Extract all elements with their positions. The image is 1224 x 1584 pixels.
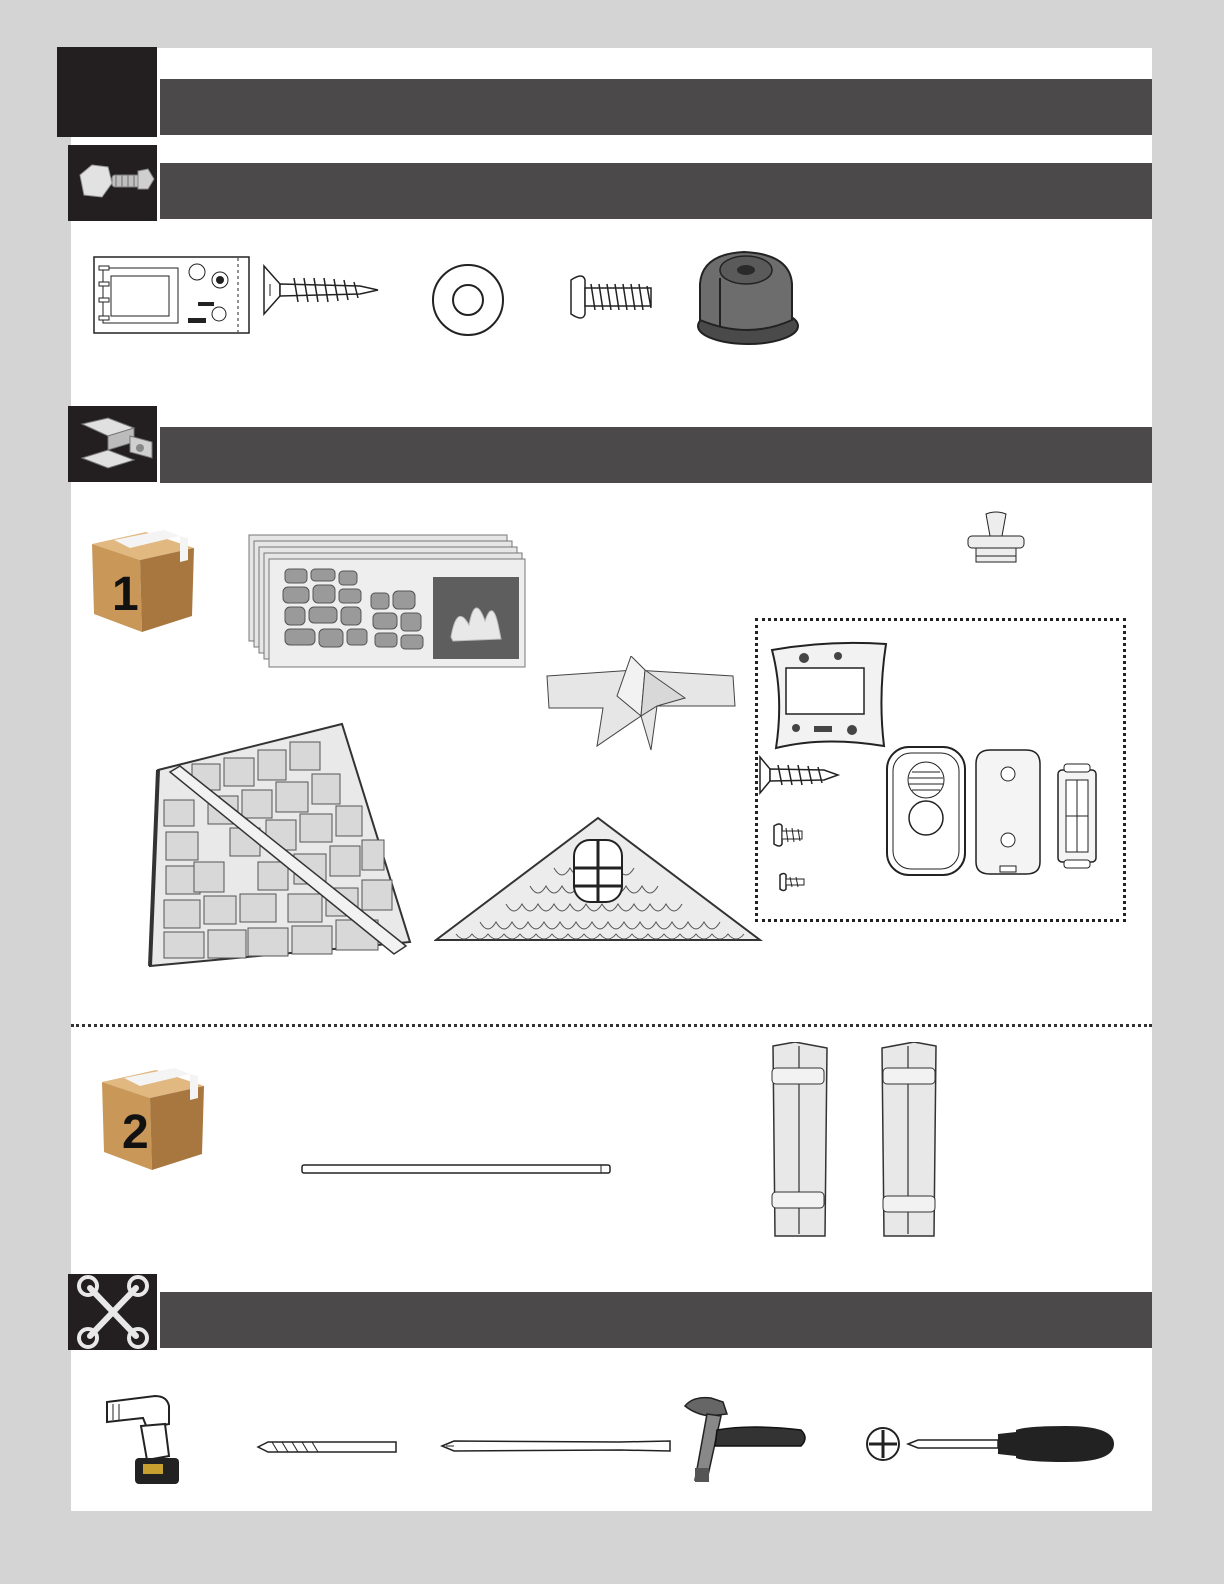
washer-part	[430, 262, 506, 338]
carton-box-1-icon	[84, 524, 200, 636]
hardware-header-bar	[160, 163, 1152, 219]
page-number-block	[57, 47, 157, 137]
sticker-sheets-part	[247, 533, 529, 673]
carton-box-2-icon	[94, 1062, 210, 1174]
box-separator	[71, 1024, 1152, 1027]
parts-header-bar	[160, 427, 1152, 483]
shutter-left-part	[771, 1042, 829, 1238]
flat-head-wood-screw-part	[262, 262, 382, 322]
parts-section-icon-box	[68, 406, 157, 482]
bracket-icon	[68, 406, 157, 482]
screwdriver-bit-icon	[440, 1438, 672, 1454]
tools-section-icon-box	[68, 1274, 157, 1350]
box-2-label: 2	[122, 1106, 149, 1159]
phillips-screwdriver-icon	[866, 1424, 1116, 1464]
cordless-drill-icon	[103, 1394, 187, 1488]
hammer-icon	[681, 1394, 811, 1486]
hardware-section-icon-box	[68, 145, 157, 221]
hardware-card-part	[93, 256, 253, 336]
doorbell-back-plate-part	[970, 748, 1046, 878]
clip-part	[962, 510, 1032, 570]
kit-short-screw-part	[772, 822, 808, 848]
pan-head-screw-part	[569, 272, 661, 322]
box-1-label: 1	[112, 568, 139, 621]
drill-bit-icon	[256, 1440, 400, 1454]
step-header-bar	[160, 79, 1152, 135]
roof-panel-part	[148, 722, 414, 972]
rubber-cap-part	[694, 248, 800, 348]
gable-panel-part	[434, 816, 764, 946]
shutter-right-part	[880, 1042, 938, 1238]
kit-wood-screw-part	[758, 755, 842, 795]
long-rod-part	[301, 1162, 613, 1176]
wrenches-icon	[68, 1274, 157, 1350]
tools-header-bar	[160, 1292, 1152, 1348]
roof-peak-cap-part	[545, 656, 741, 756]
hardware-bag-part	[768, 640, 892, 752]
kit-tiny-screw-part	[778, 872, 810, 892]
bolt-nut-icon	[68, 145, 157, 221]
doorbell-speaker-part	[884, 744, 970, 880]
battery-holder-part	[1052, 762, 1104, 870]
